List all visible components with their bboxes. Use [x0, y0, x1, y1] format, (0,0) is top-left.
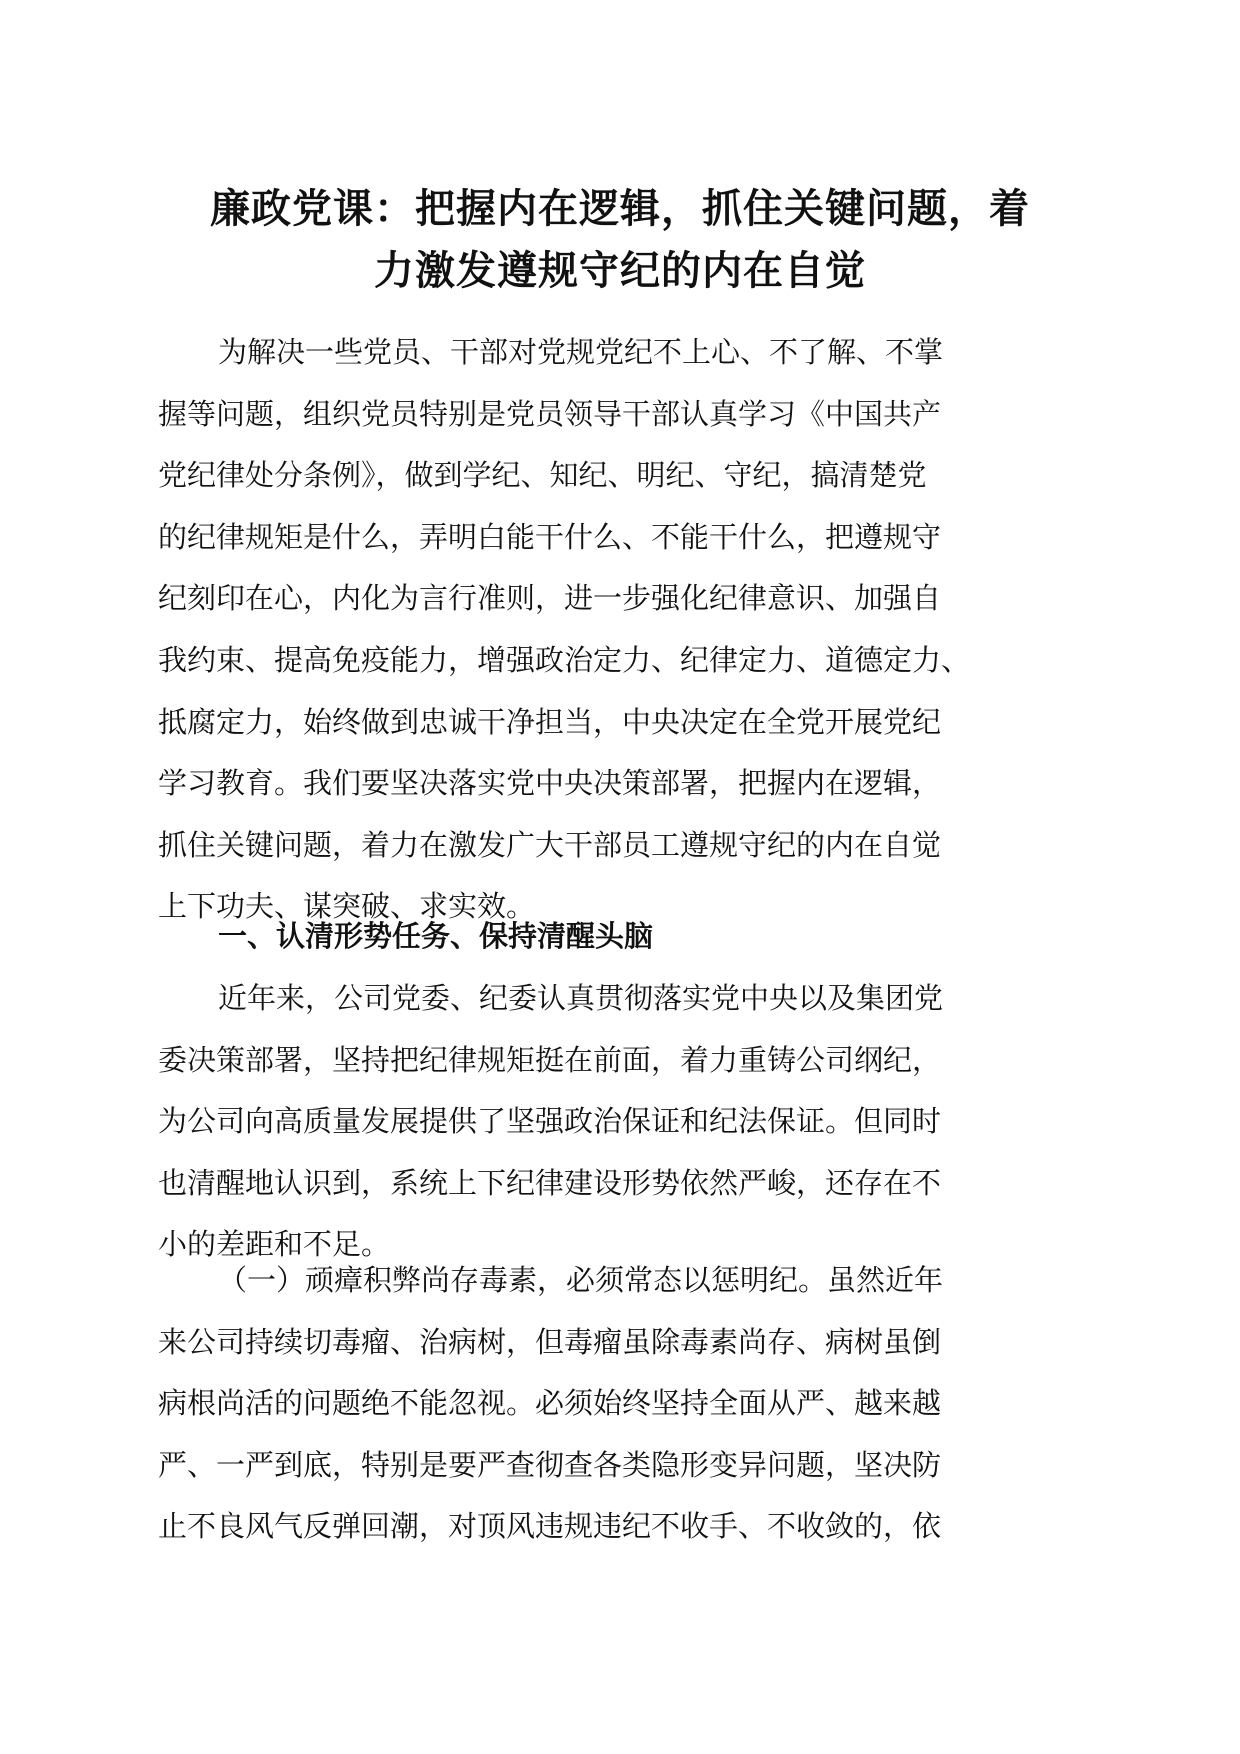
paragraph-line: 委决策部署，坚持把纪律规矩挺在前面，着力重铸公司纲纪，: [158, 1042, 942, 1077]
paragraph-line: 来公司持续切毒瘤、治病树，但毒瘤虽除毒素尚存、病树虽倒: [158, 1324, 942, 1359]
paragraph-line: 纪刻印在心，内化为言行准则，进一步强化纪律意识、加强自: [158, 581, 942, 616]
title-line: 廉政党课：把握内在逻辑，抓住关键问题，着: [210, 186, 1030, 232]
paragraph-line: 严、一严到底，特别是要严查彻查各类隐形变异问题，坚决防: [158, 1447, 942, 1482]
paragraph-line: 为解决一些党员、干部对党规党纪不上心、不了解、不掌: [218, 335, 944, 369]
paragraph-line: 为公司向高质量发展提供了坚强政治保证和纪法保证。但同时: [158, 1104, 942, 1139]
paragraph-situation: [158, 968, 1063, 1276]
paragraph-line: 小的差距和不足。: [158, 1227, 391, 1262]
paragraph-line: 近年来，公司党委、纪委认真贯彻落实党中央以及集团党: [218, 981, 944, 1015]
title-line: 力激发遵规守纪的内在自觉: [374, 248, 866, 294]
paragraph-line: 止不良风气反弹回潮，对顶风违规违纪不收手、不收敛的，依: [158, 1509, 942, 1544]
paragraph-line: 上下功夫、谋突破、求实效。: [158, 889, 536, 924]
paragraph-line: 握等问题，组织党员特别是党员领导干部认真学习《中国共产: [158, 396, 942, 431]
paragraph-line: 的纪律规矩是什么，弄明白能干什么、不能干什么，把遵规守: [158, 519, 942, 554]
section-heading-block: [158, 906, 1063, 968]
paragraph-line: 党纪律处分条例》，做到学纪、知纪、明纪、守纪，搞清楚党: [158, 458, 927, 493]
paragraph-intro: [158, 322, 1063, 938]
paragraph-line: 也清醒地认识到，系统上下纪律建设形势依然严峻，还存在不: [158, 1165, 942, 1200]
paragraph-line: 学习教育。我们要坚决落实党中央决策部署，把握内在逻辑，: [158, 766, 942, 801]
paragraph-line: 我约束、提高免疫能力，增强政治定力、纪律定力、道德定力、: [158, 642, 971, 677]
paragraph-point-one: [158, 1250, 1063, 1558]
document-title: [140, 178, 1100, 302]
paragraph-line: 抓住关键问题，着力在激发广大干部员工遵规守纪的内在自觉: [158, 827, 942, 862]
paragraph-line: 病根尚活的问题绝不能忽视。必须始终坚持全面从严、越来越: [158, 1386, 942, 1421]
paragraph-line: （一）顽瘴积弊尚存毒素，必须常态以惩明纪。虽然近年: [218, 1263, 944, 1297]
section-heading: 一、认清形势任务、保持清醒头脑: [218, 919, 654, 953]
paragraph-line: 抵腐定力，始终做到忠诚干净担当，中央决定在全党开展党纪: [158, 704, 942, 739]
